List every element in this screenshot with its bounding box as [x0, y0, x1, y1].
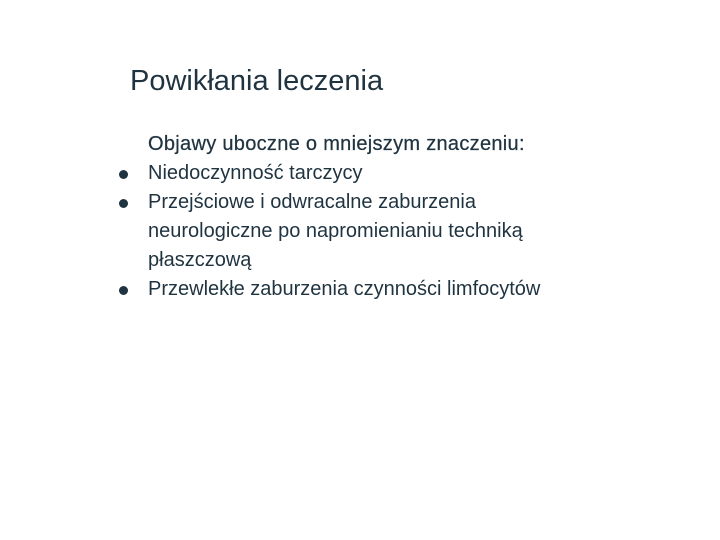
bullet-text: Niedoczynność tarczycy [148, 162, 363, 184]
bullet-text: neurologiczne po napromienianiu techniką [148, 220, 523, 242]
bullet-item [148, 188, 708, 275]
bullet-text: płaszczową [148, 249, 252, 271]
bullet-icon [119, 199, 128, 208]
section-heading: Objawy uboczne o mniejszym znaczeniu: [148, 133, 525, 155]
bullet-item [148, 275, 708, 304]
slide-content [148, 130, 708, 304]
bullet-icon [119, 170, 128, 179]
bullet-icon [119, 286, 128, 295]
bullet-text: Przejściowe i odwracalne zaburzenia [148, 191, 476, 213]
bullet-text: Przewlekłe zaburzenia czynności limfocytów [148, 278, 541, 300]
bullet-item [148, 159, 708, 188]
slide-title: Powikłania leczenia [130, 65, 384, 97]
bullet-list [148, 159, 708, 304]
